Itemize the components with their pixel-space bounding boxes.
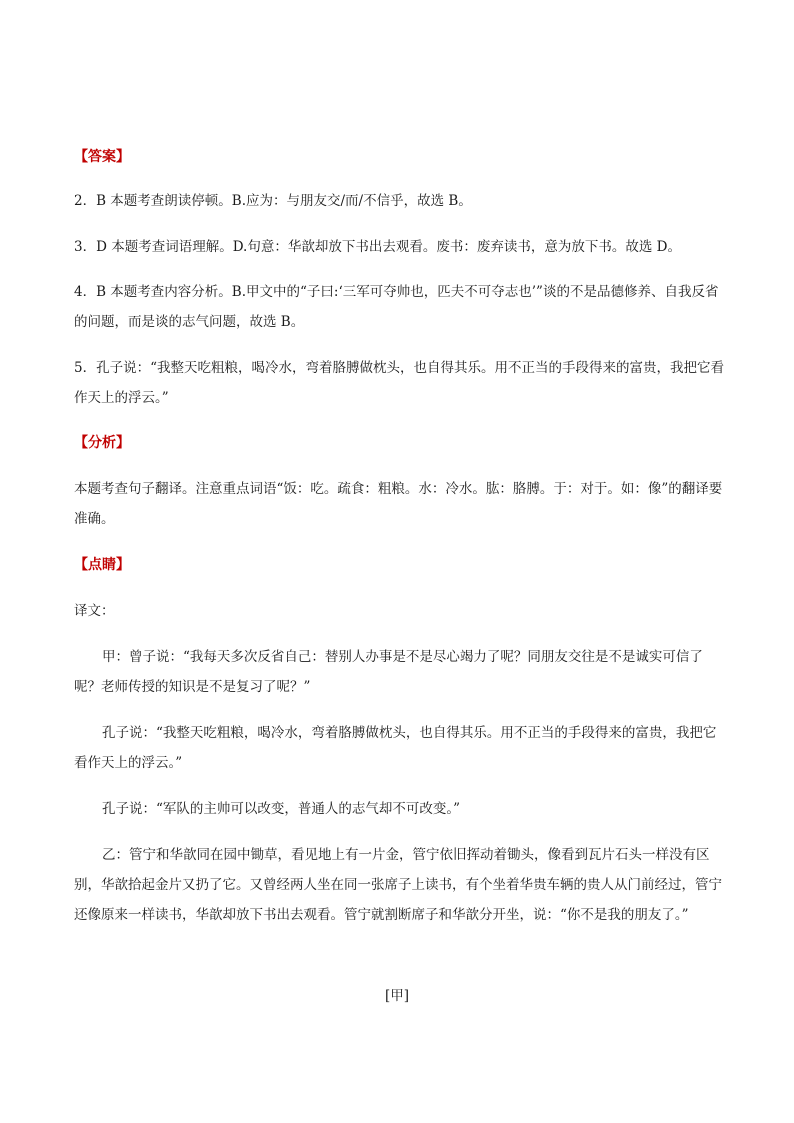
translation-paragraph-kongzi-1: 孔子说：“我整天吃粗粮，喝冷水，弯着胳膊做枕头，也自得其乐。用不正当的手段得来的富贵，我把它看作天上的浮云。” — [74, 725, 717, 771]
translation-paragraph-yi: 乙：管宁和华歆同在园中锄草，看见地上有一片金，管宁依旧挥动着锄头，像看到瓦片石头一样没有区别，华歆拾起金片又扔了它。又曾经两人坐在同一张席子上读书，有个坐着华贵车辆的贵人从门前经过，管宁还像原来一样读书，华歆却放下书出去观看。管宁就割断席子和华歆分开坐，说：“你不是我的朋友了。” — [74, 847, 722, 923]
answer-item-2: 2．B 本题考查朗读停顿。B.应为：与朋友交/而/不信乎，故选 B。 — [74, 193, 472, 209]
translation-label: 译文： — [74, 603, 115, 619]
translation-paragraph-jia: 甲：曾子说：“我每天多次反省自己：替别人办事是不是尽心竭力了呢？同朋友交往是不是诚实可信了呢？老师传授的知识是不是复习了呢？” — [74, 649, 703, 695]
answer-item-5: 5．孔子说：“我整天吃粗粮，喝冷水，弯着胳膊做枕头，也自得其乐。用不正当的手段得来的富贵，我把它看作天上的浮云。” — [74, 360, 724, 406]
answer-heading: 【答案】 — [74, 149, 130, 165]
answer-item-4: 4．B 本题考查内容分析。B.甲文中的“子曰:‘三军可夺帅也，匹夫不可夺志也’”谈的不是品德修养、自我反省的问题，而是谈的志气问题，故选 B。 — [74, 284, 719, 330]
analysis-heading: 【分析】 — [74, 435, 130, 451]
pointer-heading: 【点睛】 — [74, 557, 130, 573]
translation-paragraph-kongzi-2: 孔子说：“军队的主帅可以改变，普通人的志气却不可改变。” — [102, 801, 461, 817]
analysis-text: 本题考查句子翻译。注意重点词语“饭：吃。疏食：粗粮。水：冷水。肱：胳膊。于：对于。如：像”的翻译要准确。 — [74, 481, 723, 527]
footer-label: [甲] — [384, 988, 410, 1004]
answer-item-3: 3．D 本题考查词语理解。D.句意：华歆却放下书出去观看。废书：废弃读书，意为放下书。故选 D。 — [74, 239, 681, 255]
